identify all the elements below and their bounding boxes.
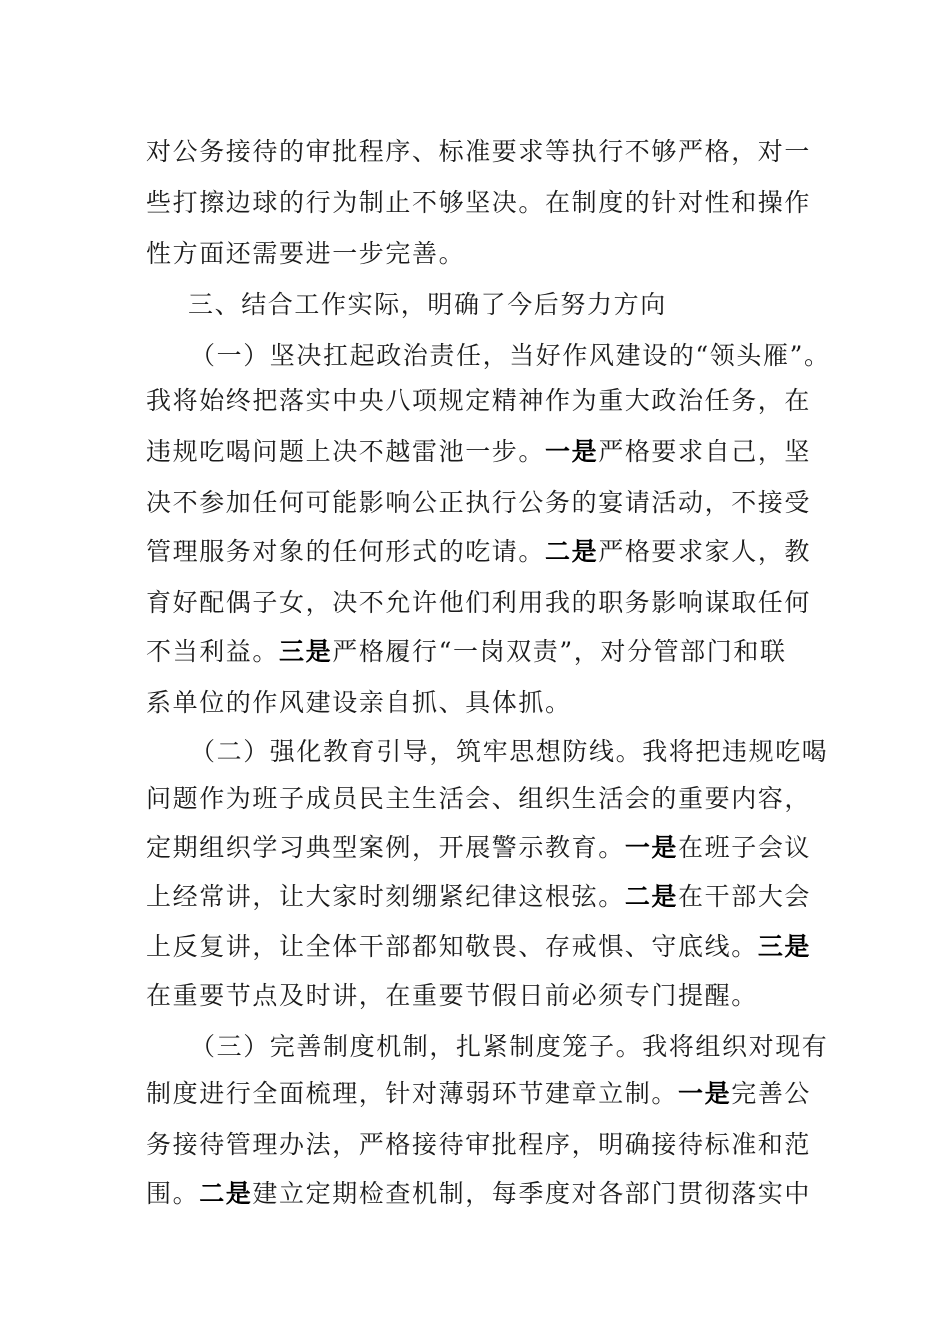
text-line bbox=[146, 970, 836, 1022]
emphasis-text: 二是 bbox=[545, 537, 599, 566]
body-text: 管理服务对象的任何形式的吃请。 bbox=[146, 537, 546, 566]
body-text: 严格要求自己，坚 bbox=[598, 437, 812, 466]
section-heading bbox=[188, 279, 878, 331]
text-line bbox=[146, 677, 836, 729]
emphasis-text: 一是 bbox=[624, 833, 679, 862]
body-text: 系单位的作风建设亲自抓、具体抓。 bbox=[146, 688, 572, 717]
text-line bbox=[146, 228, 836, 280]
body-text: 完善公 bbox=[731, 1079, 812, 1108]
text-line bbox=[146, 577, 836, 629]
body-text: 在重要节点及时讲，在重要节假日前必须专门提醒。 bbox=[146, 981, 758, 1010]
emphasis-text: 三是 bbox=[757, 932, 812, 961]
body-text: 务接待管理办法，严格接待审批程序，明确接待标准和范 bbox=[146, 1130, 812, 1159]
body-text: （一）坚决扛起政治责任，当好作风建设的“领头雁”。 bbox=[190, 341, 831, 370]
emphasis-text: 一是 bbox=[678, 1079, 732, 1108]
body-text: 围。 bbox=[146, 1179, 200, 1208]
body-text: 些打擦边球的行为制止不够坚决。在制度的针对性和操作 bbox=[146, 188, 812, 217]
text-line bbox=[146, 871, 836, 923]
body-text: 对公务接待的审批程序、标准要求等执行不够严格，对一 bbox=[146, 137, 812, 166]
body-text: （二）强化教育引导，筑牢思想防线。我将把违规吃喝 bbox=[190, 737, 829, 766]
emphasis-text: 二是 bbox=[199, 1179, 253, 1208]
body-text: 上经常讲，让大家时刻绷紧纪律这根弦。 bbox=[146, 882, 625, 911]
subsection-heading bbox=[190, 726, 880, 778]
text-line bbox=[146, 1168, 836, 1220]
body-text: 严格履行“一岗双责”，对分管部门和联 bbox=[332, 637, 787, 666]
text-line bbox=[146, 1119, 836, 1171]
text-line bbox=[146, 126, 836, 178]
body-text: 问题作为班子成员民主生活会、组织生活会的重要内容， bbox=[146, 784, 812, 813]
body-text: 违规吃喝问题上决不越雷池一步。 bbox=[146, 437, 546, 466]
body-text: 育好配偶子女，决不允许他们利用我的职务影响谋取任何 bbox=[146, 588, 812, 617]
emphasis-text: 一是 bbox=[545, 437, 599, 466]
body-text: 我将始终把落实中央八项规定精神作为重大政治任务，在 bbox=[146, 386, 812, 415]
text-line bbox=[146, 822, 836, 874]
text-line bbox=[146, 177, 836, 229]
body-text: 性方面还需要进一步完善。 bbox=[146, 239, 466, 268]
body-text: 定期组织学习典型案例，开展警示教育。 bbox=[146, 833, 625, 862]
text-line bbox=[146, 426, 836, 478]
text-line bbox=[146, 526, 836, 578]
text-line bbox=[146, 773, 836, 825]
body-text: 建立定期检查机制，每季度对各部门贯彻落实中 bbox=[252, 1179, 812, 1208]
text-line bbox=[146, 375, 836, 427]
emphasis-text: 二是 bbox=[624, 882, 679, 911]
text-line bbox=[146, 921, 836, 973]
body-text: 在干部大会 bbox=[678, 882, 812, 911]
body-text: 三、结合工作实际，明确了今后努力方向 bbox=[188, 290, 667, 319]
emphasis-text: 三是 bbox=[279, 637, 333, 666]
body-text: 不当利益。 bbox=[146, 637, 280, 666]
subsection-heading bbox=[190, 1021, 880, 1073]
body-text: 上反复讲，让全体干部都知敬畏、存戒惧、守底线。 bbox=[146, 932, 758, 961]
body-text: 制度进行全面梳理，针对薄弱环节建章立制。 bbox=[146, 1079, 679, 1108]
text-line bbox=[146, 477, 836, 529]
text-line bbox=[146, 1068, 836, 1120]
text-line bbox=[146, 626, 836, 678]
body-text: 决不参加任何可能影响公正执行公务的宴请活动，不接受 bbox=[146, 488, 812, 517]
body-text: 在班子会议 bbox=[678, 833, 812, 862]
body-text: 严格要求家人，教 bbox=[598, 537, 812, 566]
body-text: （三）完善制度机制，扎紧制度笼子。我将组织对现有 bbox=[190, 1032, 829, 1061]
